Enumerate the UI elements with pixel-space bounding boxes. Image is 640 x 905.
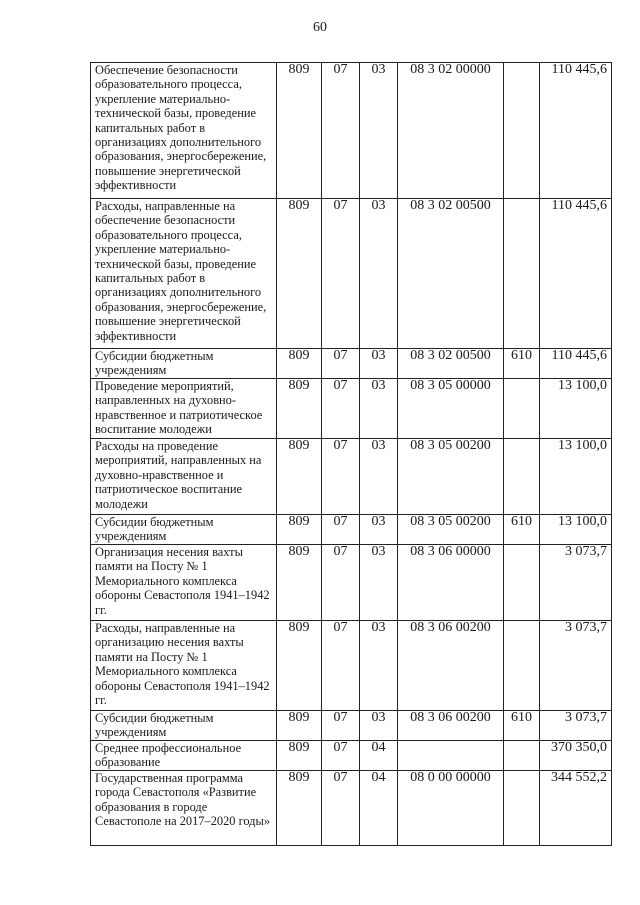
table-row <box>91 711 612 741</box>
subsection-code: 03 <box>360 545 398 621</box>
row-name: Расходы, направленные на организацию несения вахты памяти на Посту № 1 Мемориального комплекса обороны Севастополя 1941–1942 гг. <box>91 621 277 711</box>
table-row <box>91 379 612 439</box>
subsection-code: 04 <box>360 771 398 846</box>
amount: 110 445,6 <box>540 199 612 349</box>
ministry-code: 809 <box>277 199 322 349</box>
target-code: 08 3 05 00200 <box>398 439 504 515</box>
type-code <box>504 379 540 439</box>
target-code: 08 3 06 00000 <box>398 545 504 621</box>
table-row <box>91 515 612 545</box>
table-row <box>91 771 612 846</box>
amount: 13 100,0 <box>540 515 612 545</box>
row-name: Обеспечение безопасности образовательного процесса, укрепление материально-технической базы, проведение капитальных работ в организациях дополнительного образования, энергосбережение, повышение энергетической эффективности <box>91 63 277 199</box>
amount: 110 445,6 <box>540 63 612 199</box>
type-code <box>504 545 540 621</box>
row-name: Среднее профессиональное образование <box>91 741 277 771</box>
table-row <box>91 621 612 711</box>
amount: 370 350,0 <box>540 741 612 771</box>
section-code: 07 <box>322 63 360 199</box>
subsection-code: 03 <box>360 63 398 199</box>
target-code: 08 3 05 00000 <box>398 379 504 439</box>
type-code <box>504 741 540 771</box>
section-code: 07 <box>322 621 360 711</box>
ministry-code: 809 <box>277 741 322 771</box>
amount: 13 100,0 <box>540 439 612 515</box>
subsection-code: 03 <box>360 711 398 741</box>
subsection-code: 04 <box>360 741 398 771</box>
type-code <box>504 63 540 199</box>
row-name: Расходы на проведение мероприятий, направленных на духовно-нравственное и патриотическое воспитание молодежи <box>91 439 277 515</box>
target-code: 08 3 06 00200 <box>398 621 504 711</box>
table-row <box>91 199 612 349</box>
target-code: 08 3 02 00500 <box>398 349 504 379</box>
type-code <box>504 439 540 515</box>
target-code <box>398 741 504 771</box>
table-row <box>91 349 612 379</box>
ministry-code: 809 <box>277 63 322 199</box>
subsection-code: 03 <box>360 439 398 515</box>
table-row <box>91 439 612 515</box>
subsection-code: 03 <box>360 199 398 349</box>
row-name: Организация несения вахты памяти на Посту № 1 Мемориального комплекса обороны Севастополя 1941–1942 гг. <box>91 545 277 621</box>
section-code: 07 <box>322 349 360 379</box>
amount: 344 552,2 <box>540 771 612 846</box>
amount: 13 100,0 <box>540 379 612 439</box>
target-code: 08 3 02 00500 <box>398 199 504 349</box>
ministry-code: 809 <box>277 545 322 621</box>
row-name: Субсидии бюджетным учреждениям <box>91 515 277 545</box>
section-code: 07 <box>322 741 360 771</box>
section-code: 07 <box>322 515 360 545</box>
row-name: Государственная программа города Севастополя «Развитие образования в городе Севастополе на 2017–2020 годы» <box>91 771 277 846</box>
ministry-code: 809 <box>277 349 322 379</box>
amount: 110 445,6 <box>540 349 612 379</box>
table-row <box>91 545 612 621</box>
row-name: Проведение мероприятий, направленных на духовно-нравственное и патриотическое воспитание молодежи <box>91 379 277 439</box>
ministry-code: 809 <box>277 379 322 439</box>
table-row <box>91 741 612 771</box>
subsection-code: 03 <box>360 621 398 711</box>
ministry-code: 809 <box>277 515 322 545</box>
amount: 3 073,7 <box>540 711 612 741</box>
section-code: 07 <box>322 379 360 439</box>
section-code: 07 <box>322 199 360 349</box>
row-name: Расходы, направленные на обеспечение безопасности образовательного процесса, укрепление материально-технической базы, проведение капитальных работ в организациях дополнительного образования, энергосбережение, повышение энергетической эффективности <box>91 199 277 349</box>
target-code: 08 3 02 00000 <box>398 63 504 199</box>
type-code <box>504 621 540 711</box>
section-code: 07 <box>322 771 360 846</box>
target-code: 08 0 00 00000 <box>398 771 504 846</box>
type-code: 610 <box>504 515 540 545</box>
table-row <box>91 63 612 199</box>
subsection-code: 03 <box>360 379 398 439</box>
type-code <box>504 771 540 846</box>
ministry-code: 809 <box>277 439 322 515</box>
row-name: Субсидии бюджетным учреждениям <box>91 349 277 379</box>
type-code <box>504 199 540 349</box>
type-code: 610 <box>504 711 540 741</box>
subsection-code: 03 <box>360 515 398 545</box>
section-code: 07 <box>322 439 360 515</box>
amount: 3 073,7 <box>540 545 612 621</box>
target-code: 08 3 06 00200 <box>398 711 504 741</box>
page-number: 60 <box>313 20 327 35</box>
type-code: 610 <box>504 349 540 379</box>
ministry-code: 809 <box>277 771 322 846</box>
ministry-code: 809 <box>277 711 322 741</box>
budget-table <box>90 62 612 846</box>
section-code: 07 <box>322 711 360 741</box>
amount: 3 073,7 <box>540 621 612 711</box>
subsection-code: 03 <box>360 349 398 379</box>
section-code: 07 <box>322 545 360 621</box>
row-name: Субсидии бюджетным учреждениям <box>91 711 277 741</box>
ministry-code: 809 <box>277 621 322 711</box>
target-code: 08 3 05 00200 <box>398 515 504 545</box>
